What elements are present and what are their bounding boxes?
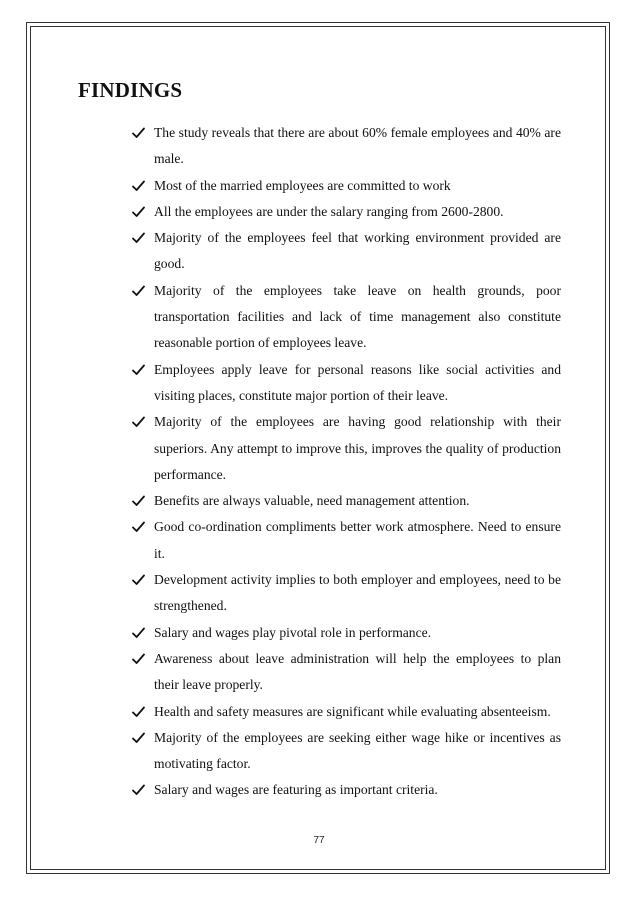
check-mark-icon	[132, 646, 148, 672]
check-mark-icon	[132, 278, 148, 304]
finding-text: Good co-ordination compliments better work atmosphere. Need to ensure it.	[154, 519, 561, 561]
finding-item	[132, 777, 561, 803]
findings-list	[132, 120, 561, 804]
finding-text: Benefits are always valuable, need management attention.	[154, 493, 470, 509]
finding-item	[132, 278, 561, 357]
check-mark-icon	[132, 120, 148, 146]
finding-item	[132, 488, 561, 514]
check-mark-icon	[132, 725, 148, 751]
finding-text: Most of the married employees are committed to work	[154, 177, 451, 193]
finding-item	[132, 173, 561, 199]
check-mark-icon	[132, 409, 148, 435]
finding-item	[132, 199, 561, 225]
finding-text: Majority of the employees take leave on health grounds, poor transportation facilities and lack of time management also constitute reasonable portion of employees leave.	[154, 282, 561, 351]
check-mark-icon	[132, 777, 148, 803]
finding-item	[132, 409, 561, 488]
check-mark-icon	[132, 199, 148, 225]
finding-text: The study reveals that there are about 60% female employees and 40% are male.	[154, 125, 561, 167]
check-mark-icon	[132, 567, 148, 593]
finding-item	[132, 514, 561, 567]
check-mark-icon	[132, 699, 148, 725]
check-mark-icon	[132, 357, 148, 383]
page-number: 77	[313, 835, 325, 846]
finding-text: Awareness about leave administration will help the employees to plan their leave properly.	[154, 650, 561, 693]
finding-item	[132, 699, 561, 725]
finding-item	[132, 357, 561, 410]
check-mark-icon	[132, 514, 148, 540]
check-mark-icon	[132, 225, 148, 251]
finding-text: Salary and wages are featuring as important criteria.	[154, 782, 438, 798]
finding-text: Health and safety measures are significant while evaluating absenteeism.	[154, 703, 551, 719]
check-mark-icon	[132, 620, 148, 646]
finding-item	[132, 225, 561, 278]
finding-text: Salary and wages play pivotal role in performance.	[154, 624, 432, 640]
finding-text: Employees apply leave for personal reasons like social activities and visiting places, constitute major portion of their leave.	[154, 361, 561, 403]
finding-text: Majority of the employees feel that working environment provided are good.	[154, 230, 561, 272]
check-mark-icon	[132, 173, 148, 199]
finding-text: Majority of the employees are seeking either wage hike or incentives as motivating factor.	[154, 729, 561, 772]
finding-text: All the employees are under the salary ranging from 2600-2800.	[154, 203, 504, 219]
finding-item	[132, 620, 561, 646]
finding-text: Development activity implies to both employer and employees, need to be strengthened.	[154, 572, 561, 614]
finding-item	[132, 120, 561, 173]
finding-item	[132, 725, 561, 778]
finding-item	[132, 567, 561, 620]
finding-text: Majority of the employees are having good relationship with their superiors. Any attempt to improve this, improves the quality of production performance.	[154, 414, 561, 482]
check-mark-icon	[132, 488, 148, 514]
page-title: FINDINGS	[78, 78, 183, 102]
finding-item	[132, 646, 561, 699]
